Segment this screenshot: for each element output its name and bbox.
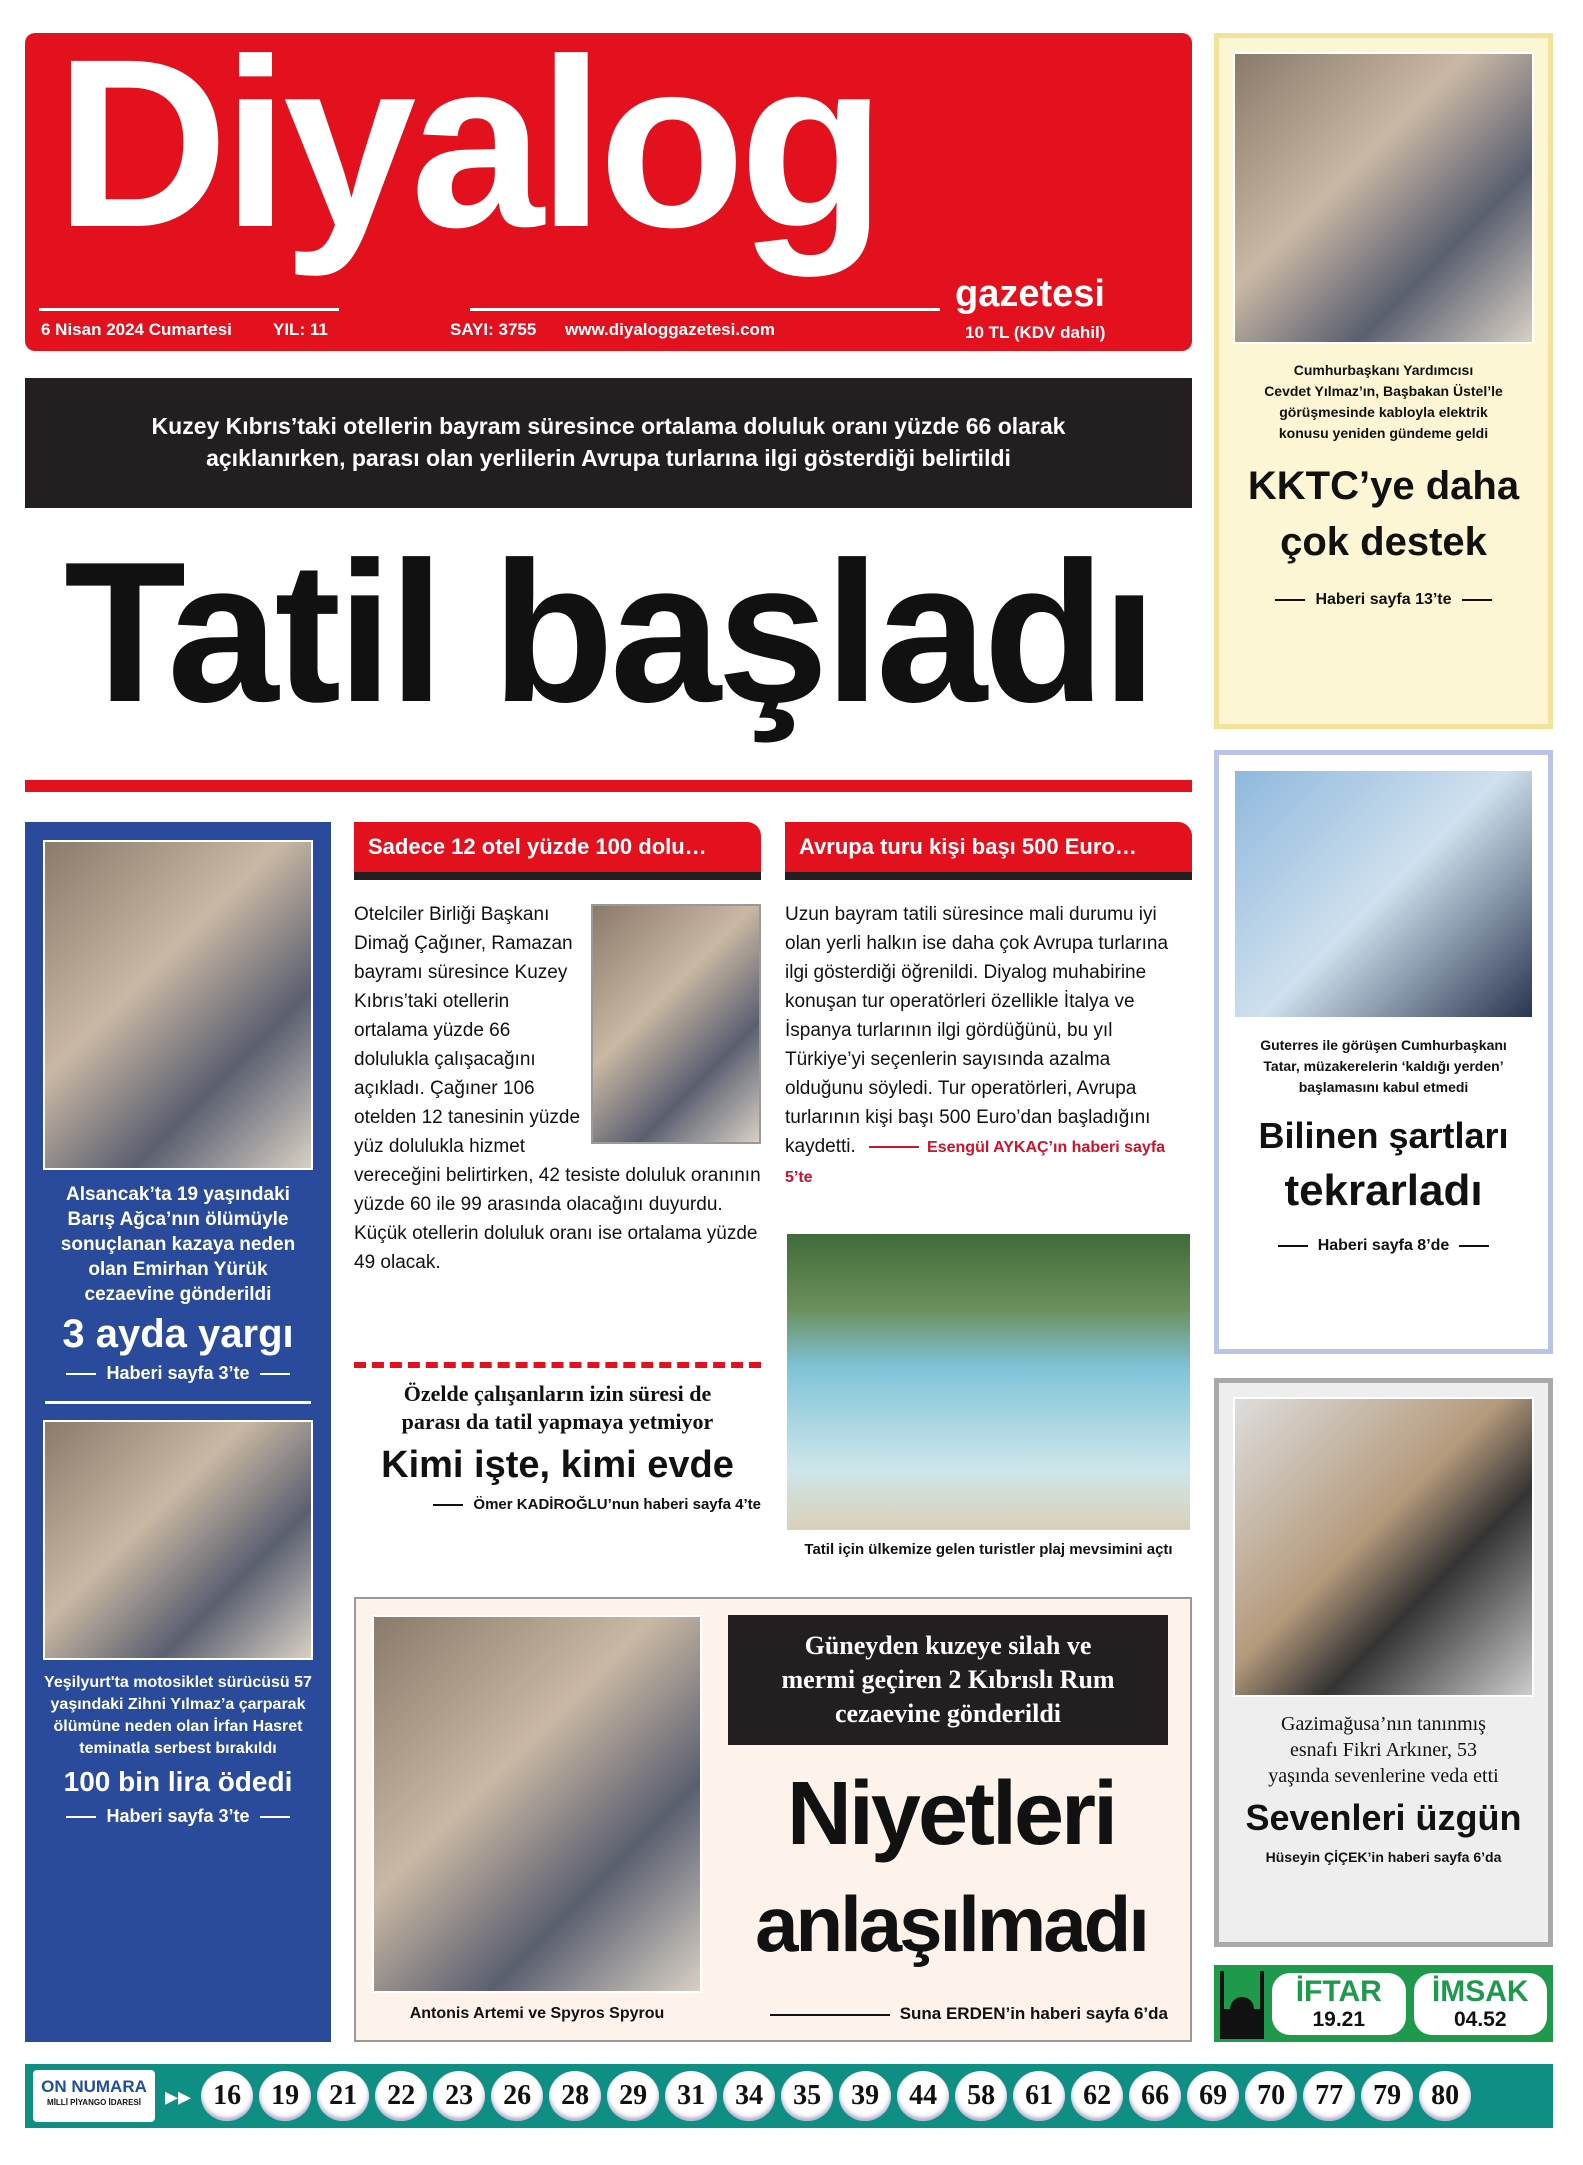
body-text: oranı ise ortalama yüzde 49 olacak.	[354, 1223, 758, 1273]
divider	[433, 1504, 463, 1506]
lottery-number: 39	[839, 2071, 891, 2121]
story-text: olan Emirhan Yürük	[88, 1259, 268, 1280]
page-ref-text: Ömer KADİROĞLU’nun haberi sayfa 4’te	[473, 1496, 761, 1513]
headline: 100 bin lira ödedi	[63, 1766, 293, 1797]
body-text: Türkiye’yi seçenlerin sayısında azalma	[785, 1049, 1111, 1070]
story2-body	[785, 900, 1192, 1192]
iftar-value: 19.21	[1312, 2007, 1366, 2031]
story1-tab[interactable]: Sadece 12 otel yüzde 100 dolu…	[354, 822, 761, 880]
issue-date: 6 Nisan 2024 Cumartesi	[41, 320, 232, 339]
deck	[728, 1615, 1168, 1745]
story-text: esnafı Fikri Arkıner, 53	[1290, 1739, 1477, 1761]
price: 10 TL (KDV dahil)	[965, 323, 1106, 342]
lottery-number: 16	[201, 2071, 253, 2121]
divider	[25, 780, 1192, 792]
lottery-numbers	[201, 2071, 1471, 2121]
page-ref[interactable]: Hüseyin ÇİÇEK’in haberi sayfa 6’da	[1265, 1849, 1502, 1865]
divider	[470, 308, 940, 311]
body-text: hizmet vereceğini belirtirken, 42 tesiste	[354, 1136, 621, 1186]
page-ref[interactable]: Haberi sayfa 13’te	[1233, 588, 1534, 612]
logo-subtitle: gazetesi	[955, 273, 1105, 315]
headline-line: çok destek	[1280, 520, 1487, 564]
divider	[354, 1362, 761, 1368]
deck-line: Kuzey Kıbrıs’taki otellerin bayram süresince ortalama doluluk oranı yüzde 66 olarak	[151, 413, 1066, 439]
story-text: cezaevine gönderildi	[84, 1284, 272, 1305]
main-headline[interactable]: Tatil başladı	[63, 521, 1153, 744]
divider	[770, 2014, 890, 2016]
photo-suspects	[372, 1615, 702, 1993]
mosque-icon	[1220, 1969, 1264, 2039]
lottery-number: 44	[897, 2071, 949, 2121]
website-link[interactable]: www.diyaloggazetesi.com	[565, 320, 776, 339]
photo-yilmaz-ustel	[1233, 52, 1534, 344]
lottery-number: 29	[607, 2071, 659, 2121]
photo-beach-tourists	[785, 1232, 1192, 1532]
masthead	[25, 9, 1192, 351]
page-ref[interactable]: Haberi sayfa 3’te	[37, 1361, 319, 1385]
headline	[716, 1759, 1186, 1979]
story1-body	[354, 900, 761, 1277]
deck-line: cezaevine gönderildi	[834, 1699, 1061, 1728]
headline-line: KKTC’ye daha	[1247, 464, 1520, 508]
headline	[1233, 1110, 1534, 1220]
divider	[45, 1401, 311, 1404]
on-numara-logo	[33, 2070, 155, 2122]
logo-subtext: MİLLİ PİYANGO İDARESİ	[47, 2098, 141, 2107]
deck-line: parası da tatil yapmaya yetmiyor	[401, 1409, 714, 1434]
story-text: Cevdet Yılmaz’ın, Başbakan Üstel’le	[1264, 383, 1503, 399]
story-text: Yeşilyurt'ta motosiklet sürücüsü 57	[44, 1674, 312, 1691]
story-bottom[interactable]	[354, 1597, 1192, 2042]
headline: 3 ayda yargı	[62, 1312, 294, 1356]
lottery-number: 31	[665, 2071, 717, 2121]
divider	[869, 1146, 919, 1148]
chevron-right-icon: ▸▸	[165, 2080, 192, 2111]
body-text: süresince Kuzey	[427, 962, 568, 983]
story-text: konusu yeniden gündeme geldi	[1278, 425, 1489, 441]
body-text: dolulukla çalışacağını	[354, 1049, 536, 1070]
story-text: Gazimağusa’nın tanınmış	[1281, 1713, 1486, 1735]
body-text: kaydetti.	[785, 1136, 856, 1157]
headline-line: anlaşılmadı	[755, 1880, 1147, 1968]
story-text: Guterres ile görüşen Cumhurbaşkanı	[1260, 1037, 1507, 1053]
story-text: yaşında sevenlerine veda etti	[1268, 1765, 1499, 1787]
lottery-number: 79	[1361, 2071, 1413, 2121]
page-ref-text: Suna ERDEN’in haberi sayfa 6’da	[899, 2004, 1168, 2023]
body-text: ilgi gösterdiği öğrenildi. Diyalog muhabirine	[785, 962, 1147, 983]
imsak-time	[1414, 1973, 1548, 2035]
lottery-number: 61	[1013, 2071, 1065, 2121]
lottery-number: 28	[549, 2071, 601, 2121]
body-text: İspanya turlarının ilgi gördüğünü, bu yıl	[785, 1020, 1113, 1041]
issue-number: SAYI: 3755	[450, 320, 537, 339]
headline-line: tekrarladı	[1284, 1166, 1483, 1215]
logo: Diyalog	[55, 9, 880, 277]
lottery-number: 58	[955, 2071, 1007, 2121]
story-tatar-guterres[interactable]	[1214, 750, 1553, 1354]
page-ref[interactable]	[728, 2003, 1168, 2025]
body-text: olacağını duyurdu. Küçük otellerin doluluk	[354, 1194, 723, 1244]
body-text: ortalama yüzde 66	[354, 1020, 511, 1041]
lottery-number: 69	[1187, 2071, 1239, 2121]
body-text: olan yerli halkın ise daha çok Avrupa turlarına	[785, 933, 1169, 954]
photo-tatar-guterres	[1233, 769, 1534, 1019]
body-text: Dimağ Çağıner,	[354, 933, 487, 954]
body-text: Uzun bayram tatili süresince mali durumu iyi	[785, 904, 1157, 925]
imsak-label: İMSAK	[1431, 1974, 1529, 2008]
story-text: başlamasını kabul etmedi	[1298, 1079, 1469, 1095]
story-text: Tatar, müzakerelerin ‘kaldığı yerden’	[1263, 1058, 1504, 1074]
body-text: konuşan tur operatörleri özellikle İtalya ve	[785, 991, 1135, 1012]
lottery-number: 21	[317, 2071, 369, 2121]
story2-tab[interactable]: Avrupa turu kişi başı 500 Euro…	[785, 822, 1192, 880]
lottery-number: 34	[723, 2071, 775, 2121]
lottery-bar	[25, 2064, 1553, 2128]
lottery-number: 80	[1419, 2071, 1471, 2121]
photo-caption: Tatil için ülkemize gelen turistler plaj mevsimini açtı	[804, 1541, 1173, 1558]
story-text: Alsancak’ta 19 yaşındaki	[66, 1184, 290, 1205]
logo-text: ON NUMARA	[41, 2077, 147, 2096]
iftar-label: İFTAR	[1295, 1974, 1382, 2008]
headline: Sevenleri üzgün	[1245, 1797, 1522, 1838]
deck-line: açıklanırken, parası olan yerlilerin Avrupa turlarına ilgi gösterdiği belirtildi	[206, 445, 1011, 471]
page-ref[interactable]: Esengül AYKAÇ’ın haberi sayfa 5’te	[785, 1139, 1166, 1186]
headline-line: Bilinen şartları	[1258, 1115, 1509, 1156]
divider	[39, 308, 339, 311]
page-ref[interactable]	[354, 1494, 761, 1516]
photo-caption: Antonis Artemi ve Spyros Spyrou	[409, 2005, 665, 2022]
deck-line: Özelde çalışanların izin süresi de	[403, 1381, 712, 1406]
body-text: açıkladı. Çağıner 106	[354, 1078, 535, 1099]
story-text: görüşmesinde kabloyla elektrik	[1279, 404, 1488, 420]
deck-line: mermi geçiren 2 Kıbrıslı Rum	[781, 1665, 1115, 1694]
iftar-time	[1272, 1973, 1406, 2035]
story-yesilyurt[interactable]	[37, 1672, 319, 1828]
photo-fikri-arkiner	[1233, 1397, 1534, 1697]
body-text: Ramazan bayramı	[354, 933, 573, 983]
deck-line: Güneyden kuzeye silah ve	[804, 1631, 1092, 1660]
prayer-times	[1214, 1965, 1553, 2042]
lottery-number: 62	[1071, 2071, 1123, 2121]
story-text: ölümüne neden olan İrfan Hasret	[53, 1718, 303, 1735]
story-fikri-arkiner[interactable]	[1214, 1378, 1553, 1947]
lottery-number: 23	[433, 2071, 485, 2121]
story-alsancak[interactable]	[37, 1182, 319, 1420]
body-text: doluluk oranının yüzde 60 ile 99 arasında	[354, 1165, 761, 1215]
story-text: teminatla serbest bırakıldı	[79, 1740, 277, 1757]
story-text: sonuçlanan kazaya neden	[60, 1234, 296, 1255]
headline: Kimi işte, kimi evde	[381, 1444, 734, 1486]
body-text: Kıbrıs’taki otellerin	[354, 991, 510, 1012]
headline	[1233, 458, 1534, 570]
lottery-number: 35	[781, 2071, 833, 2121]
lottery-number: 70	[1245, 2071, 1297, 2121]
photo-dimag-caginer	[591, 904, 761, 1144]
story3[interactable]	[354, 1380, 761, 1516]
lottery-number: 66	[1129, 2071, 1181, 2121]
lottery-number: 77	[1303, 2071, 1355, 2121]
body-text: otelden 12 tanesinin yüzde yüz dolulukla	[354, 1107, 581, 1157]
page-ref[interactable]: Haberi sayfa 3’te	[37, 1804, 319, 1828]
main-deck	[25, 378, 1192, 508]
page-ref[interactable]: Haberi sayfa 8’de	[1233, 1234, 1534, 1258]
story-kktc-destek[interactable]	[1214, 33, 1553, 729]
lottery-number: 22	[375, 2071, 427, 2121]
left-column	[25, 822, 331, 2042]
body-text: olduğunu söyledi. Tur operatörleri, Avrupa	[785, 1078, 1137, 1099]
issue-year: YIL: 11	[273, 320, 328, 339]
photo-irfan-hasret	[43, 1420, 313, 1660]
story-text: yaşındaki Zihni Yılmaz’a çarparak	[50, 1696, 306, 1713]
imsak-value: 04.52	[1453, 2007, 1507, 2031]
photo-emirhan-yuruk	[43, 840, 313, 1170]
story-text: Barış Ağca’nın ölümüyle	[67, 1209, 289, 1230]
body-text: Otelciler Birliği Başkanı	[354, 904, 550, 925]
lottery-number: 26	[491, 2071, 543, 2121]
lottery-number: 19	[259, 2071, 311, 2121]
story-text: Cumhurbaşkanı Yardımcısı	[1293, 362, 1474, 378]
body-text: turlarının kişi başı 500 Euro’dan başladığını	[785, 1107, 1151, 1128]
headline-line: Niyetleri	[786, 1764, 1116, 1864]
